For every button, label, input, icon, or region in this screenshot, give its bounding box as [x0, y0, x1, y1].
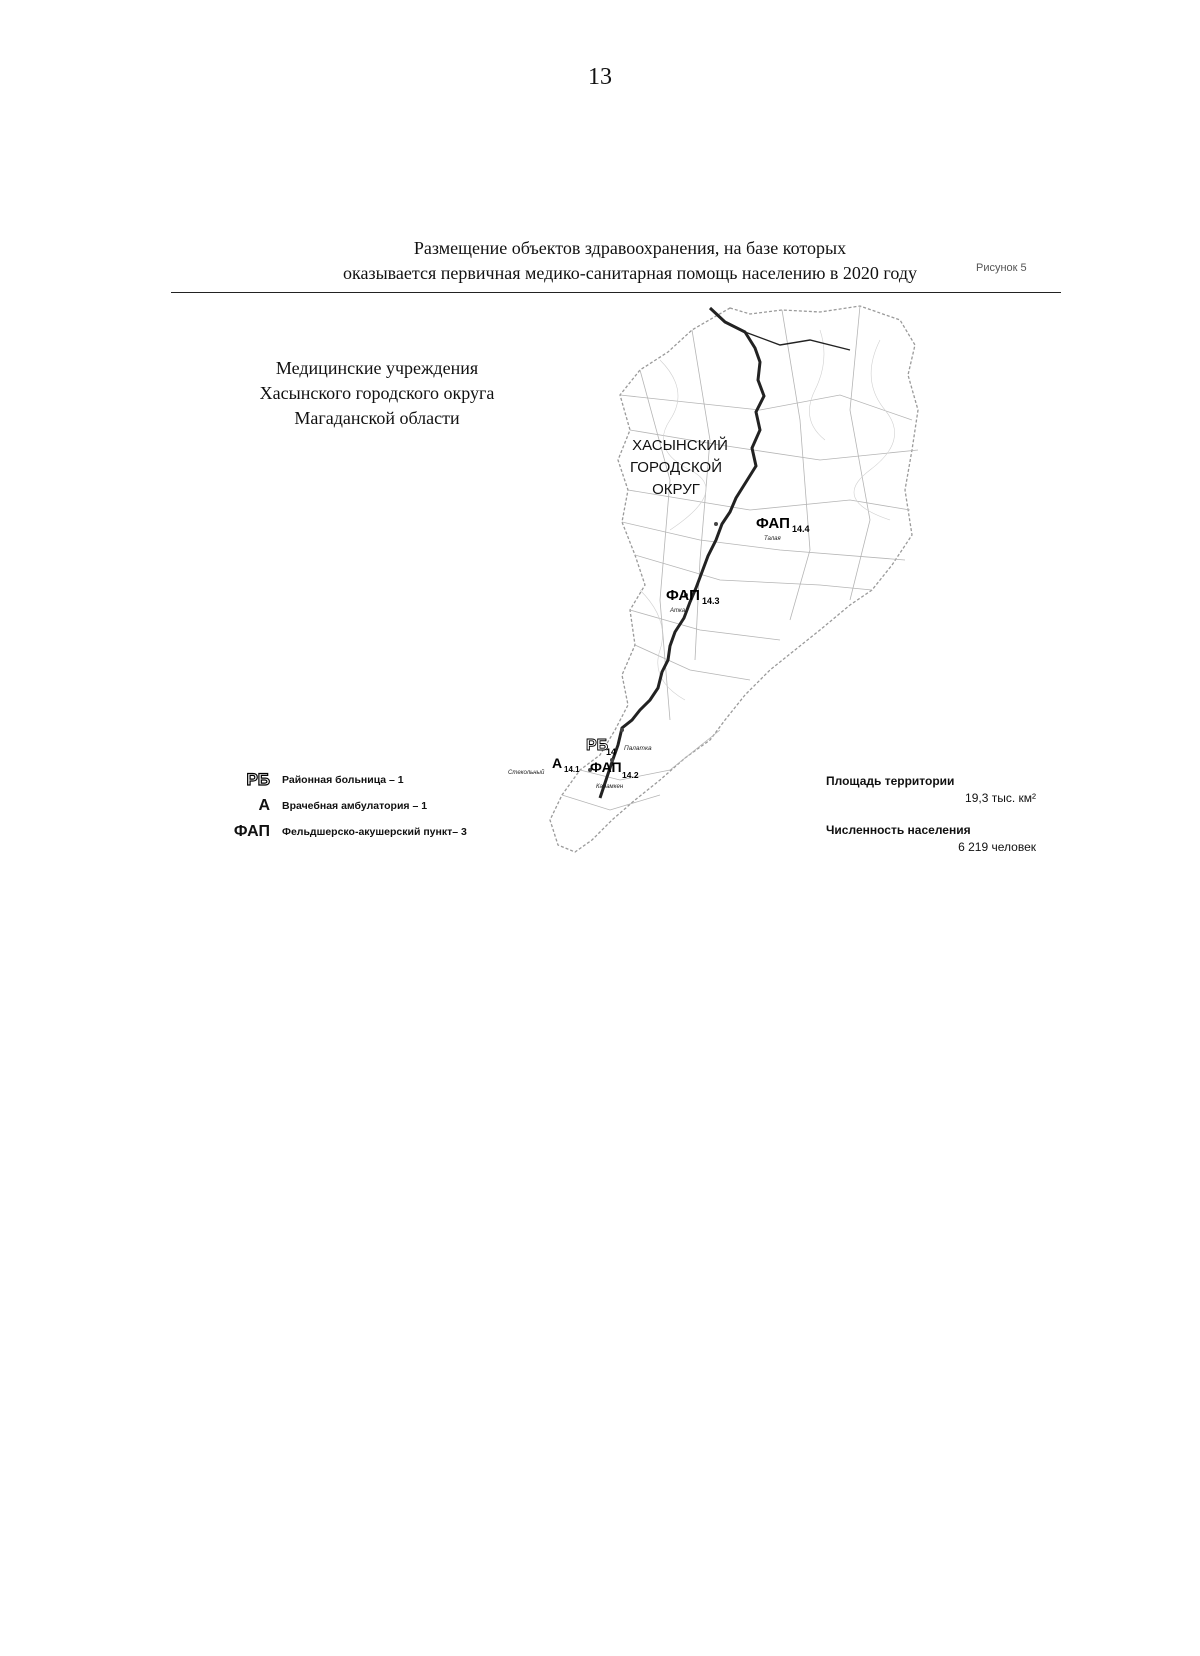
legend-text: Врачебная амбулатория – 1	[282, 800, 428, 812]
legend-symbol: ФАП	[233, 823, 270, 840]
legend-item-fap	[226, 819, 467, 845]
marker-sub: 14	[606, 747, 617, 757]
marker-code: ФАП	[590, 759, 622, 775]
marker-a-14-1	[508, 755, 580, 776]
main-road	[600, 308, 764, 798]
region-label-line-1: ХАСЫНСКИЙ	[632, 437, 728, 454]
legend-symbol: РБ	[246, 770, 270, 789]
region-label	[630, 436, 728, 498]
marker-fap-14-4	[756, 515, 810, 542]
figure-title-line-1: Размещение объектов здравоохранения, на базе которых	[413, 238, 847, 258]
marker-fap-14-3	[666, 587, 720, 614]
figure-title	[300, 236, 960, 286]
area-label: Площадь территории	[826, 774, 955, 788]
legend-text: Районная больница – 1	[282, 774, 404, 786]
region-label-line-2: ГОРОДСКОЙ	[630, 459, 722, 476]
area-value: 19,3 тыс. км²	[965, 791, 1036, 805]
title-divider	[171, 292, 1061, 293]
region-label-line-3: ОКРУГ	[652, 481, 700, 498]
marker-place: Талая	[764, 536, 781, 542]
marker-code: ФАП	[756, 515, 790, 532]
legend-item-a	[226, 793, 467, 819]
territory-stats	[826, 774, 1036, 854]
marker-code: РБ	[586, 737, 609, 754]
marker-place: Стекольный	[508, 770, 545, 776]
legend-symbol: А	[258, 797, 270, 814]
map-title-line-3: Магаданской области	[294, 408, 460, 428]
map-title	[212, 356, 542, 431]
map-title-line-2: Хасынского городского округа	[259, 383, 495, 403]
marker-fap-14-2	[590, 759, 639, 790]
figure-title-line-2: оказывается первичная медико-санитарная помощь населению в 2020 году	[343, 263, 917, 283]
marker-place: Палатка	[624, 745, 652, 752]
page-number: 13	[588, 64, 612, 90]
map-title-line-1: Медицинские учреждения	[275, 358, 479, 378]
marker-code: А	[552, 755, 563, 771]
figure-label: Рисунок 5	[976, 262, 1027, 274]
marker-sub: 14.1	[564, 765, 580, 774]
marker-code: ФАП	[666, 587, 700, 604]
marker-place: Атка	[670, 608, 686, 614]
marker-sub: 14.3	[702, 596, 720, 606]
marker-sub: 14.4	[792, 524, 810, 534]
legend-text: Фельдшерско-акушерский пункт– 3	[282, 826, 467, 838]
population-value: 6 219 человек	[958, 840, 1036, 854]
marker-place: Карамкен	[596, 784, 624, 790]
map-legend	[226, 767, 467, 845]
marker-sub: 14.2	[622, 770, 639, 780]
legend-item-rb	[226, 767, 467, 793]
population-label: Численность населения	[826, 823, 971, 837]
